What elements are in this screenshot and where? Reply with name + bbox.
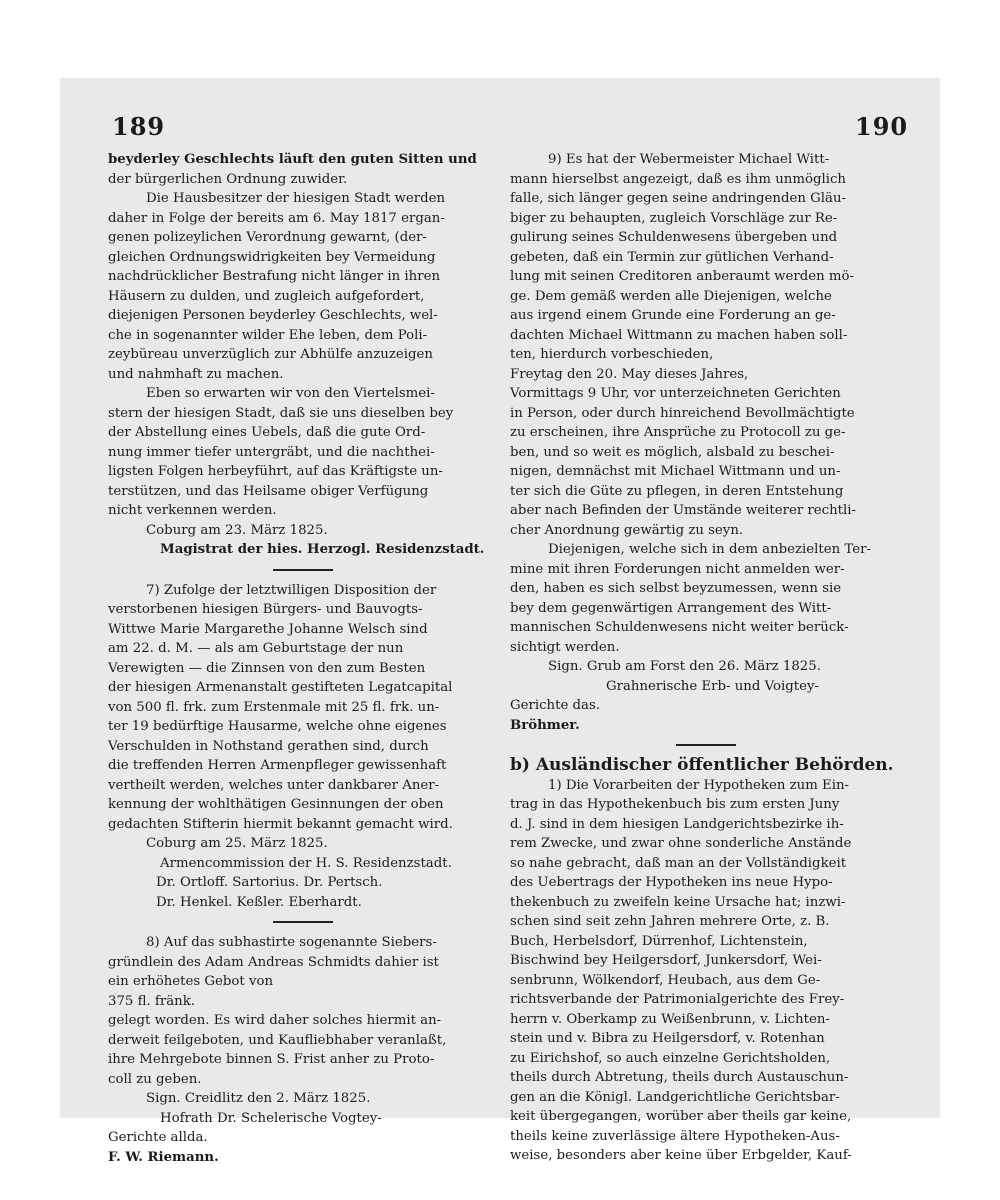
left-para-4 [108,933,498,1089]
text-line: Eben so erwarten wir von den Viertelsmei- [146,386,435,401]
left-intro [108,150,498,189]
text-line: sichtigt werden. [510,639,620,655]
text-line: nicht verkennen werden. [108,503,277,518]
text-line: 8) Auf das subhastirte sogenannte Siebers- [146,935,437,950]
text-line: derweit feilgeboten, und Kaufliebhaber veranlaßt, [108,1032,447,1048]
text-line: ben, und so weit es möglich, alsbald zu beschei- [510,444,835,460]
text-line: weise, besonders aber keine über Erbgelder, Kauf- [510,1148,852,1163]
text-line: Buch, Herbelsdorf, Dürrenhof, Lichtenstein, [510,933,808,949]
text-line: ge. Dem gemäß werden alle Diejenigen, welche [510,288,832,304]
text-line: Verschulden in Nothstand gerathen sind, durch [108,738,429,754]
signature-authority: Gerichte das. [510,698,601,713]
signature-authority: Hofrath Dr. Schelerische Vogtey- [160,1110,382,1126]
text-line: aber nach Befinden der Umstände weiterer rechtli- [510,503,857,518]
section-divider [273,569,333,571]
text-line: gleichen Ordnungswidrigkeiten bey Vermeidung [108,249,436,265]
text-line: theils durch Abtretung, theils durch Austauschun- [510,1070,849,1085]
signature-name: F. W. Riemann. [108,1149,219,1165]
text-line: aus irgend einem Grunde eine Forderung an ge- [510,308,836,323]
text-line: nung immer tiefer untergräbt, und die nachthei- [108,444,435,460]
text-line: cher Anordnung gewärtig zu seyn. [510,522,744,538]
text-line: mann hierselbst angezeigt, daß es ihm unmöglich [510,171,846,187]
text-line: ihre Mehrgebote binnen S. Frist anher zu Proto- [108,1052,435,1067]
left-column [108,150,498,1167]
text-line: zu Eirichshof, so auch einzelne Gerichtsholden, [510,1050,831,1066]
text-line: ein erhöhetes Gebot von [108,974,274,989]
text-line: lung mit seinen Creditoren anberaumt werden mö- [510,269,855,284]
text-line: Häusern zu dulden, und zugleich aufgefordert, [108,288,425,304]
text-line: gebeten, daß ein Termin zur gütlichen Verhand- [510,249,834,265]
text-line: Diejenigen, welche sich in dem anbezielten Ter- [548,542,871,557]
text-line: die treffenden Herren Armenpfleger gewissenhaft [108,758,447,773]
text-line: der bürgerlichen Ordnung zuwider. [108,171,348,187]
text-line: biger zu behaupten, zugleich Vorschläge zur Re- [510,210,838,226]
signature-place: Coburg am 25. März 1825. [146,836,328,851]
text-line: d. J. sind in dem hiesigen Landgerichtsbezirke ih- [510,816,844,832]
text-line: bey dem gegenwärtigen Arrangement des Witt- [510,600,832,616]
signature-names: Dr. Henkel. Keßler. Eberhardt. [156,894,362,910]
text-line: Vormittags 9 Uhr, vor unterzeichneten Gerichten [510,386,841,401]
text-line: vertheilt werden, welches unter dankbarer Aner- [108,777,440,793]
text-line: gelegt worden. Es wird daher solches hiermit an- [108,1013,442,1028]
text-line: ten, hierdurch vorbeschieden, [510,347,714,362]
text-line: zeybüreau unverzüglich zur Abhülfe anzuzeigen [108,347,433,362]
text-line: richtsverbande der Patrimonialgerichte des Frey- [510,992,845,1007]
signature-authority: Magistrat der hies. Herzogl. Residenzstadt. [160,542,485,557]
text-line: stein und v. Bibra zu Heilgersdorf, v. Rotenhan [510,1031,825,1046]
text-line: 1) Die Vorarbeiten der Hypotheken zum Ein- [548,777,850,793]
text-line: mine mit ihren Forderungen nicht anmelden wer- [510,561,845,577]
text-line: theils keine zuverlässige ältere Hypotheken-Aus- [510,1128,840,1144]
text-line: diejenigen Personen beyderley Geschlechts, wel- [108,308,438,323]
text-line: che in sogenannter wilder Ehe leben, dem Poli- [108,327,428,343]
text-line: gen an die Königl. Landgerichtliche Gerichtsbar- [510,1089,840,1105]
text-line: am 22. d. M. — als am Geburtstage der nun [108,641,404,656]
text-line: herrn v. Oberkamp zu Weißenbrunn, v. Lichten- [510,1011,830,1027]
right-para-1 [510,150,902,540]
text-line: rem Zwecke, und zwar ohne sonderliche Anstände [510,836,852,851]
text-line: kennung der wohlthätigen Gesinnungen der oben [108,797,444,812]
text-line: beyderley Geschlechts läuft den guten Sitten und [108,152,477,167]
section-divider [273,921,333,923]
text-line: Wittwe Marie Margarethe Johanne Welsch sind [108,621,428,637]
right-column [510,150,902,1166]
text-line: des Uebertrags der Hypotheken ins neue Hypo- [510,875,833,890]
left-para-1 [108,189,498,384]
text-line: von 500 fl. frk. zum Erstenmale mit 25 fl. frk. un- [108,699,440,715]
text-line: 7) Zufolge der letztwilligen Disposition der [146,582,437,598]
text-line: den, haben es sich selbst beyzumessen, wenn sie [510,581,842,596]
text-line: der hiesigen Armenanstalt gestifteten Legatcapital [108,680,453,695]
signature-authority: Gerichte allda. [108,1130,208,1145]
text-line: ligsten Folgen herbeyführt, auf das Kräftigste un- [108,464,443,479]
section-heading: b) Ausländischer öffentlicher Behörden. [510,755,894,775]
text-line: gründlein des Adam Andreas Schmidts dahier ist [108,954,439,970]
text-line: ter sich die Güte zu pflegen, in deren Entstehung [510,483,844,499]
page-number-right: 190 [855,112,909,141]
text-line: thekenbuch zu zweifeln keine Ursache hat; inzwi- [510,894,846,910]
text-line: der Abstellung eines Uebels, daß die gute Ord- [108,425,426,440]
text-line: nachdrücklicher Bestrafung nicht länger in ihren [108,269,441,284]
text-line: und nahmhaft zu machen. [108,366,284,382]
signature-authority: Grahnerische Erb- und Voigtey- [606,678,819,694]
text-line: verstorbenen hiesigen Bürgers- und Bauvogts- [108,602,423,617]
signature-authority: Armencommission der H. S. Residenzstadt. [160,855,452,871]
text-line: so nahe gebracht, daß man an der Vollständigkeit [510,855,847,871]
text-line: stern der hiesigen Stadt, daß sie uns dieselben bey [108,405,454,421]
text-line: genen polizeylichen Verordnung gewarnt, (der- [108,230,427,245]
text-line: dachten Michael Wittmann zu machen haben soll- [510,327,848,343]
right-para-2 [510,540,902,657]
text-line: gedachten Stifterin hiermit bekannt gemacht wird. [108,816,453,832]
text-line: coll zu geben. [108,1071,202,1087]
signature-place: Coburg am 23. März 1825. [146,522,328,538]
text-line: in Person, oder durch hinreichend Bevollmächtigte [510,405,855,421]
signature-names: Dr. Ortloff. Sartorius. Dr. Pertsch. [156,875,383,890]
text-line: Die Hausbesitzer der hiesigen Stadt werden [146,191,446,206]
text-line: mannischen Schuldenwesens nicht weiter berück- [510,620,849,635]
signature-place: Sign. Grub am Forst den 26. März 1825. [548,659,821,674]
section-divider [676,744,736,746]
text-line: trag in das Hypothekenbuch bis zum ersten Juny [510,797,840,812]
text-line: Bischwind bey Heilgersdorf, Junkersdorf, Wei- [510,953,822,968]
amount-line: 375 fl. fränk. [108,993,195,1009]
left-para-3 [108,581,498,835]
signature-place: Sign. Creidlitz den 2. März 1825. [146,1091,371,1106]
text-line: Verewigten — die Zinnsen von den zum Besten [108,660,426,676]
right-para-3 [510,776,902,1166]
text-line: zu erscheinen, ihre Ansprüche zu Protocoll zu ge- [510,425,846,440]
text-line: keit übergegangen, worüber aber theils gar keine, [510,1109,852,1124]
text-line: nigen, demnächst mit Michael Wittmann und un- [510,464,841,479]
text-line: schen sind seit zehn Jahren mehrere Orte, z. B. [510,914,830,929]
date-line: Freytag den 20. May dieses Jahres, [510,366,749,382]
text-line: 9) Es hat der Webermeister Michael Witt- [548,152,830,167]
left-para-2 [108,384,498,521]
text-line: falle, sich länger gegen seine andringenden Gläu- [510,191,847,206]
text-line: ter 19 bedürftige Hausarme, welche ohne eigenes [108,719,447,734]
text-line: terstützen, und das Heilsame obiger Verfügung [108,483,429,499]
text-line: gulirung seines Schuldenwesens übergeben und [510,230,838,245]
text-line: daher in Folge der bereits am 6. May 1817 ergan- [108,210,445,226]
text-line: senbrunn, Wölkendorf, Heubach, aus dem Ge- [510,972,821,988]
signature-name: Bröhmer. [510,717,580,733]
page-number-left: 189 [112,112,166,141]
